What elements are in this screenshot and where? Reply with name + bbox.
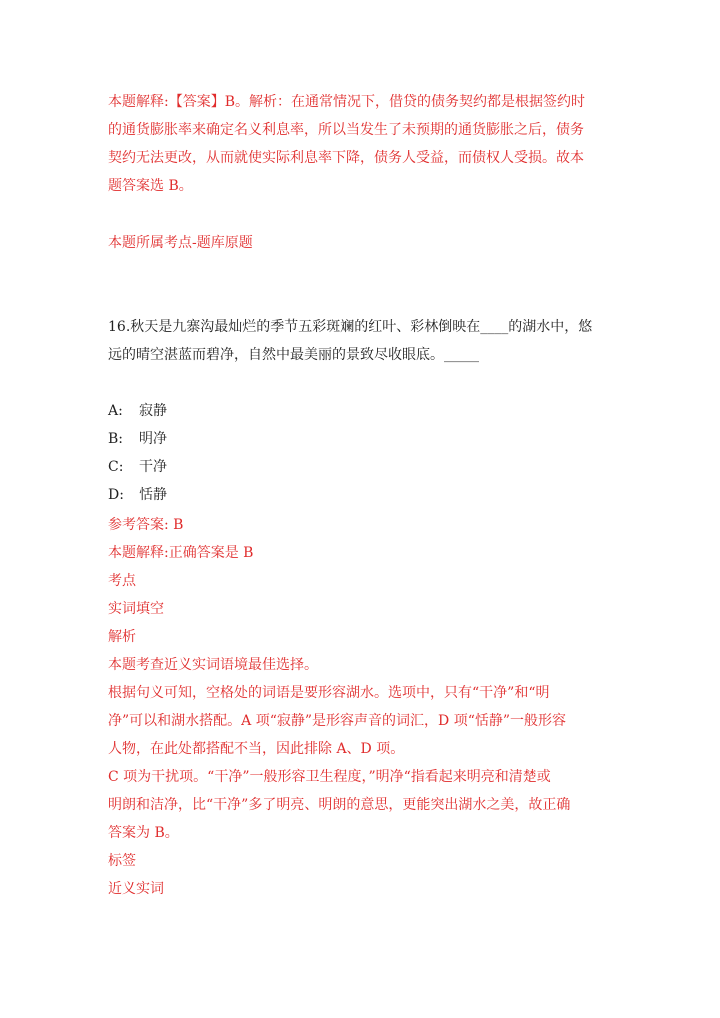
biaoqian-value: 近义实词 <box>108 881 164 897</box>
reference-answer: 参考答案: B <box>108 517 184 533</box>
source-text: 本题所属考点-题库原题 <box>108 235 253 251</box>
previous-question-explanation <box>108 88 616 200</box>
analysis-line: 本题考查近义实词语境最佳选择。 <box>108 657 318 673</box>
answer-analysis <box>108 511 616 903</box>
answer-options <box>108 397 616 509</box>
explanation-line: 契约无法更改，从而就使实际利息率下降，债务人受益，而债权人受损。故本 <box>108 150 584 166</box>
jiexi-label: 解析 <box>108 629 136 645</box>
option-text: 干净 <box>139 459 167 475</box>
explanation-line: 的通货膨胀率来确定名义利息率，所以当发生了未预期的通货膨胀之后，债务 <box>108 122 584 138</box>
analysis-line: 答案为 B。 <box>108 825 179 841</box>
analysis-line: 净”可以和湖水搭配。A 项“寂静”是形容声音的词汇，D 项“恬静”一般形容 <box>108 713 567 729</box>
option-a <box>108 397 616 425</box>
option-letter: A: <box>108 403 123 419</box>
explanation-line: 本题解释:【答案】B。解析：在通常情况下，借贷的债务契约都是根据签约时 <box>108 94 586 110</box>
option-text: 恬静 <box>139 487 167 503</box>
option-letter: C: <box>108 459 124 475</box>
biaoqian-label: 标签 <box>108 853 136 869</box>
kaodian-value: 实词填空 <box>108 601 164 617</box>
analysis-line: 根据句义可知，空格处的词语是要形容湖水。选项中，只有“干净”和“明 <box>108 685 550 701</box>
question-stem <box>108 313 616 369</box>
explanation-line: 题答案选 B。 <box>108 178 193 194</box>
option-d <box>108 481 616 509</box>
option-letter: B: <box>108 431 124 447</box>
question-line: 远的晴空湛蓝而碧净，自然中最美丽的景致尽收眼底。_____ <box>108 347 479 363</box>
analysis-line: 明朗和洁净，比“干净”多了明亮、明朗的意思，更能突出湖水之美，故正确 <box>108 797 571 813</box>
option-c <box>108 453 616 481</box>
analysis-line: 人物，在此处都搭配不当，因此排除 A、D 项。 <box>108 741 405 757</box>
analysis-line: C 项为干扰项。“干净”一般形容卫生程度，”明净“指看起来明亮和清楚或 <box>108 769 551 785</box>
question-line: 16.秋天是九寨沟最灿烂的季节五彩斑斓的红叶、彩林倒映在____的湖水中，悠 <box>108 319 593 335</box>
explanation-label: 本题解释:正确答案是 B <box>108 545 254 561</box>
option-b <box>108 425 616 453</box>
option-letter: D: <box>108 487 124 503</box>
option-text: 明净 <box>139 431 167 447</box>
question-source <box>108 229 616 257</box>
kaodian-label: 考点 <box>108 573 136 589</box>
option-text: 寂静 <box>139 403 167 419</box>
